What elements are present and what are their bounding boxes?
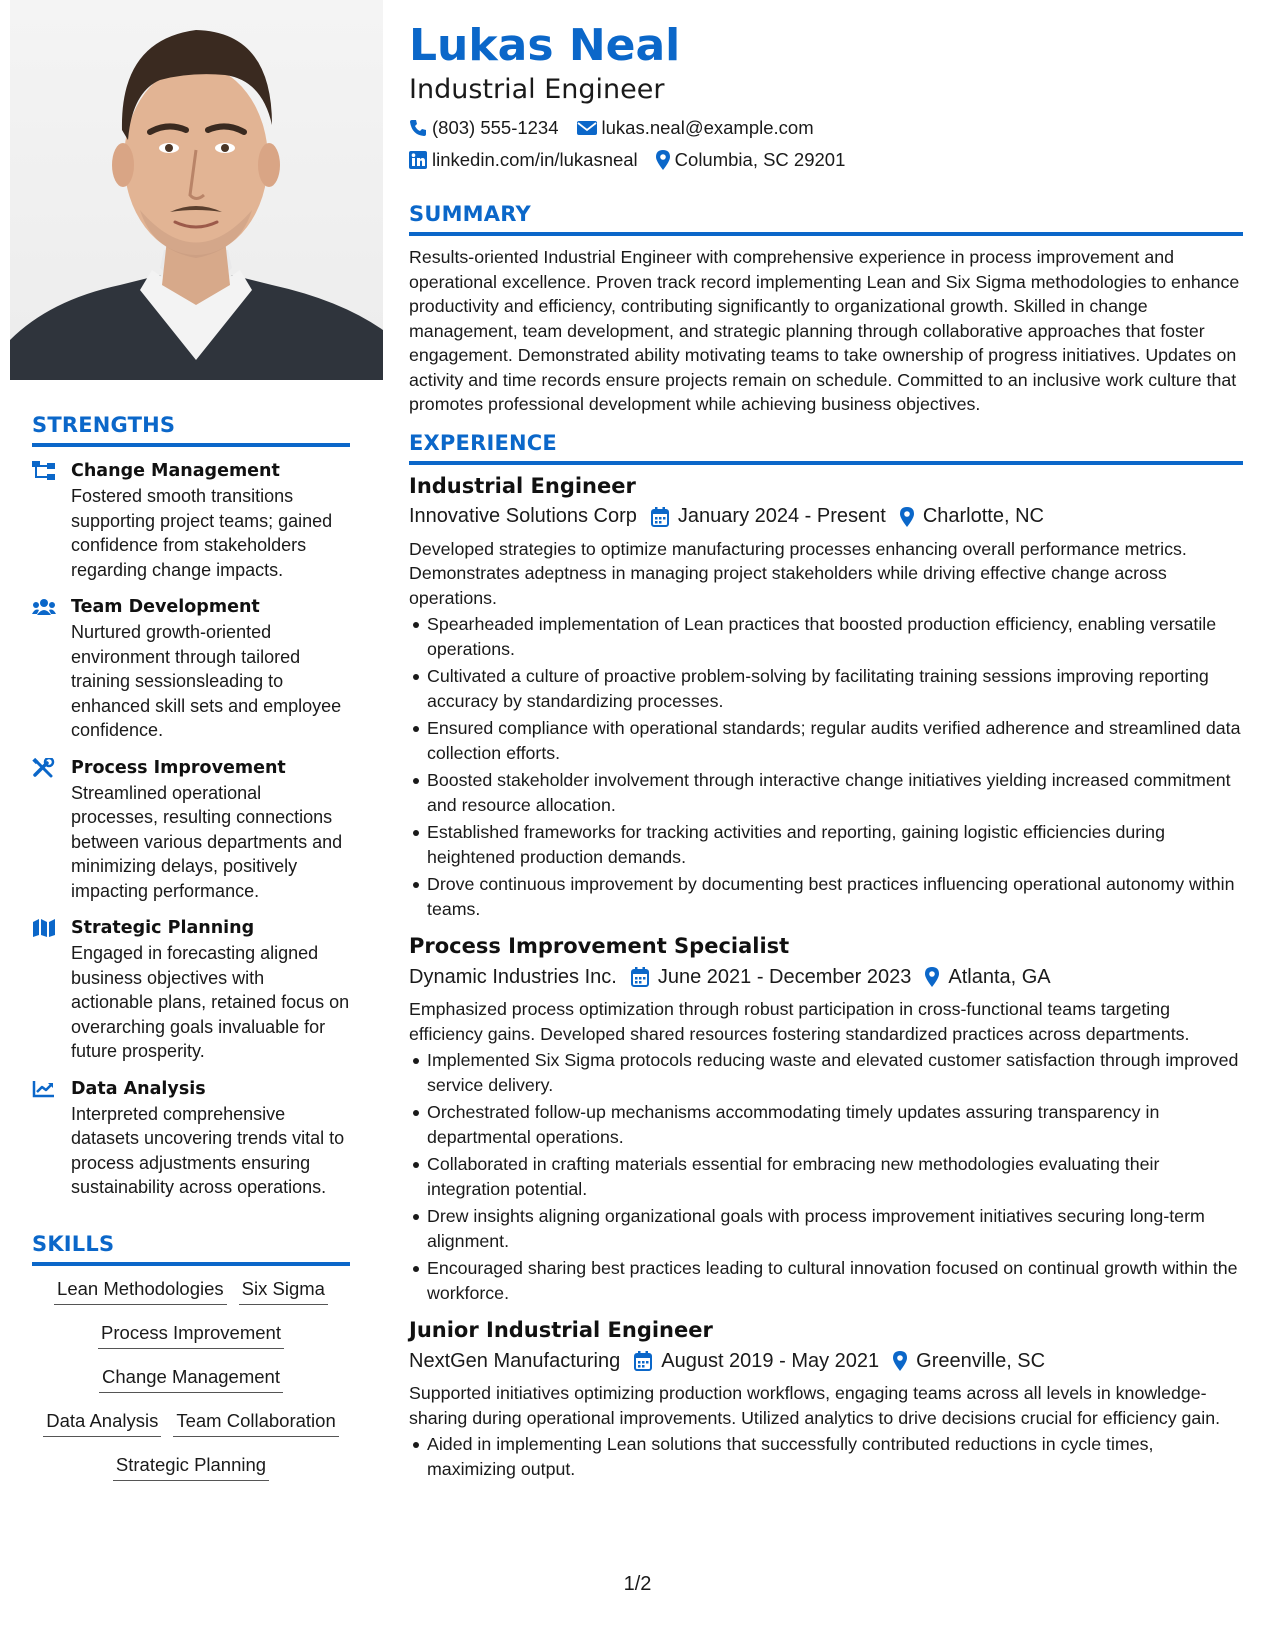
job-dates-text: August 2019 - May 2021 (661, 1349, 880, 1372)
sitemap-icon (32, 461, 56, 481)
job-dates-text: January 2024 - Present (677, 505, 886, 527)
skill-tag: Team Collaboration (173, 1410, 338, 1437)
job-location-text: Atlanta, GA (948, 965, 1051, 988)
job-bullet: Boosted stakeholder involvement through interactive change initiatives yielding increased commitment and resource allocation. (427, 768, 1243, 817)
map-marker-icon (893, 1351, 907, 1371)
strength-item (32, 916, 350, 1064)
profile-photo (10, 0, 383, 380)
job-title: Process Improvement Specialist (409, 934, 790, 958)
contact-email[interactable] (577, 117, 814, 139)
job-bullet: Collaborated in crafting materials essential for embracing new methodologies evaluating their integration potential. (427, 1152, 1243, 1201)
job-dates (634, 1350, 879, 1373)
right-column (409, 20, 1243, 1484)
job-location (900, 505, 1044, 528)
skill-tag: Data Analysis (43, 1410, 161, 1437)
location-text: Columbia, SC 29201 (674, 149, 846, 170)
job-title: Junior Industrial Engineer (409, 1318, 713, 1342)
skills-heading: SKILLS (32, 1232, 350, 1266)
page-number: 1/2 (623, 1573, 652, 1595)
skill-tag: Process Improvement (98, 1322, 284, 1349)
job-entry (409, 471, 1243, 922)
job-location-text: Charlotte, NC (922, 505, 1044, 527)
strength-item (32, 756, 350, 904)
users-icon (32, 597, 56, 617)
map-marker-icon (900, 507, 914, 527)
strengths-heading: STRENGTHS (32, 413, 350, 447)
job-bullet: Established frameworks for tracking activities and reporting, gaining logistic efficiencies during heightened production demands. (427, 820, 1243, 869)
strength-name: Team Development (71, 597, 260, 617)
tools-icon (32, 758, 56, 778)
summary-text: Results-oriented Industrial Engineer with comprehensive experience in process improvement and operational excellence. Proven track record implementing Lean and Six Sigma methodologies to enhance productivity and efficiency, contributing significantly to organizational growth. Skilled in change management, team development, and strategic planning through collaborative approaches that foster engagement. Demonstrated ability motivating teams to take ownership of progress initiatives. Updates on activity and time records ensure projects remain on schedule. Committed to an inclusive work culture that promotes professional development while achieving business objectives. (409, 247, 1240, 414)
job-bullet: Drew insights aligning organizational goals with process improvement initiatives securing long-term alignment. (427, 1204, 1243, 1253)
job-bullet: Ensured compliance with operational standards; regular audits verified adherence and streamlined data collection efforts. (427, 716, 1243, 765)
job-company: NextGen Manufacturing (409, 1349, 621, 1372)
strength-item (32, 1077, 350, 1200)
job-entry (409, 1315, 1243, 1481)
job-description: Developed strategies to optimize manufacturing processes enhancing overall performance metrics. Demonstrates adeptness in managing project stakeholders while driving effective change across operations. (409, 538, 1187, 608)
experience-section (409, 431, 1243, 1482)
map-marker-icon (925, 967, 939, 987)
job-meta (409, 961, 1243, 993)
envelope-icon (577, 120, 597, 136)
job-location-text: Greenville, SC (916, 1349, 1046, 1372)
calendar-icon (651, 507, 669, 527)
summary-section (409, 202, 1243, 417)
job-bullets (409, 1048, 1243, 1305)
experience-heading: EXPERIENCE (409, 431, 1243, 465)
skill-tag: Six Sigma (239, 1278, 328, 1305)
job-bullet: Encouraged sharing best practices leading to cultural innovation focused on continual growth within the workforce. (427, 1256, 1243, 1305)
strength-name: Strategic Planning (71, 918, 255, 938)
job-bullet: Orchestrated follow-up mechanisms accommodating timely updates assuring transparency in departmental operations. (427, 1100, 1243, 1149)
chart-line-icon (32, 1079, 56, 1099)
map-icon (32, 918, 56, 938)
strength-description: Engaged in forecasting aligned business objectives with actionable plans, retained focus on overarching goals invaluable for future prosperity. (71, 943, 350, 1061)
candidate-name: Lukas Neal (409, 20, 681, 71)
job-bullet: Spearheaded implementation of Lean practices that boosted production efficiency, enabling versatile operations. (427, 612, 1243, 661)
contact-location (656, 149, 846, 171)
strength-name: Change Management (71, 461, 280, 481)
job-bullet: Implemented Six Sigma protocols reducing waste and elevated customer satisfaction through improved service delivery. (427, 1048, 1243, 1097)
job-description: Emphasized process optimization through robust participation in cross-functional teams targeting efficiency gains. Developed shared resources fostering standardized practices across departments. (409, 999, 1190, 1044)
map-marker-icon (656, 150, 670, 170)
job-entry (409, 931, 1243, 1305)
job-bullet: Aided in implementing Lean solutions that successfully contributed reductions in cycle times, maximizing output. (427, 1432, 1243, 1481)
job-company: Dynamic Industries Inc. (409, 965, 617, 988)
skill-tag: Change Management (99, 1366, 283, 1393)
strength-description: Interpreted comprehensive datasets uncovering trends vital to process adjustments ensuring sustainability across operations. (71, 1103, 345, 1197)
job-bullets (409, 1432, 1243, 1481)
strength-description: Fostered smooth transitions supporting project teams; gained confidence from stakeholders regarding change impacts. (71, 486, 333, 580)
job-bullets (409, 612, 1243, 921)
phone-icon (409, 119, 427, 137)
contact-phone (409, 117, 559, 139)
job-location (925, 966, 1050, 989)
strength-name: Data Analysis (71, 1078, 206, 1099)
job-company: Innovative Solutions Corp (409, 505, 637, 527)
calendar-icon (631, 967, 649, 987)
linkedin-icon (409, 151, 427, 169)
job-description: Supported initiatives optimizing production workflows, engaging teams across all levels in knowledge-sharing during operational improvements. Utilized analytics to drive decisions crucial for efficiency gain. (409, 1383, 1221, 1428)
job-dates (631, 966, 912, 989)
linkedin-text: linkedin.com/in/lukasneal (432, 149, 638, 170)
job-dates (651, 505, 886, 528)
contact-row-2 (409, 144, 1243, 176)
strength-description: Nurtured growth-oriented environment through tailored training sessionsleading to enhanced skill sets and employee confidence. (71, 622, 342, 740)
phone-text: (803) 555-1234 (432, 117, 559, 138)
summary-heading: SUMMARY (409, 202, 1243, 236)
email-text: lukas.neal@example.com (601, 117, 814, 138)
job-dates-text: June 2021 - December 2023 (657, 965, 912, 988)
candidate-role: Industrial Engineer (409, 74, 665, 105)
skills-section (32, 1232, 350, 1498)
job-meta (409, 501, 1243, 533)
contact-linkedin[interactable] (409, 149, 638, 171)
strength-item (32, 595, 350, 743)
job-location (893, 1350, 1045, 1373)
left-column (0, 0, 383, 1650)
strength-description: Streamlined operational processes, resulting connections between various departments and minimizing delays, positively impacting performance. (71, 782, 343, 901)
job-bullet: Drove continuous improvement by documenting best practices influencing operational autonomy within teams. (427, 872, 1243, 921)
strength-item (32, 459, 350, 582)
skill-tag: Strategic Planning (113, 1454, 269, 1481)
job-title: Industrial Engineer (409, 473, 636, 498)
profile-photo-illustration (10, 0, 383, 380)
contact-row (409, 112, 1243, 144)
strengths-section (32, 413, 350, 1200)
skill-tag: Lean Methodologies (54, 1278, 227, 1305)
calendar-icon (634, 1351, 652, 1371)
job-bullet: Cultivated a culture of proactive problem-solving by facilitating training sessions improving reporting accuracy by standardizing processes. (427, 664, 1243, 713)
job-meta (409, 1345, 1243, 1377)
skills-list (32, 1278, 350, 1481)
strength-name: Process Improvement (71, 757, 286, 778)
